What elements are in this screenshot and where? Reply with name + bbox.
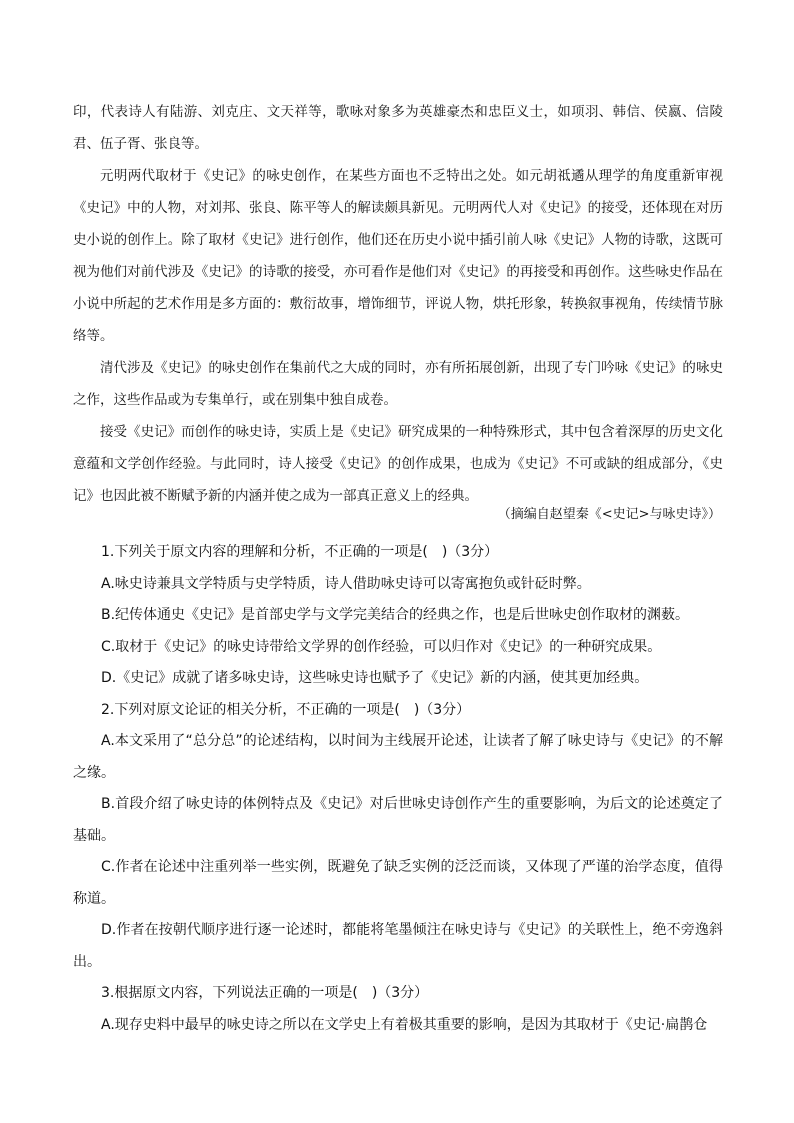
question-1-option-d: D.《史记》成就了诸多咏史诗，这些咏史诗也赋予了《史记》新的内涵，使其更加经典。 — [101, 670, 649, 686]
question-2-stem: 2.下列对原文论证的相关分析，不正确的一项是( )（3分） — [101, 701, 471, 718]
passage-paragraph: 清代涉及《史记》的咏史创作在集前代之大成的同时，亦有所拓展创新，出现了专门吟咏《史记》的咏史之作，这些作品或为专集单行，或在别集中独自成卷。 — [73, 360, 723, 408]
question-1-stem: 1.下列关于原文内容的理解和分析，不正确的一项是( )（3分） — [101, 544, 499, 560]
passage-paragraph: 印，代表诗人有陆游、刘克庄、文天祥等，歌咏对象多为英雄豪杰和忠臣义士，如项羽、韩信、侯嬴、信陵君、伍子胥、张良等。 — [73, 104, 723, 152]
question-3-stem: 3.根据原文内容，下列说法正确的一项是( )（3分） — [101, 985, 429, 1001]
passage-source: （摘编自赵望秦《<史记>与咏史诗》） — [497, 507, 721, 522]
question-3-option-a: A.现存史料中最早的咏史诗之所以在文学史上有着极其重要的影响，是因为其取材于《史记·扁鹊仓 — [101, 1016, 708, 1033]
passage-body — [73, 96, 723, 512]
passage-paragraph: 元明两代取材于《史记》的咏史创作，在某些方面也不乏特出之处。如元胡祗遹从理学的角度重新审视《史记》中的人物，对刘邦、张良、陈平等人的解读颇具新见。元明两代人对《史记》的接受，还体现在对历史小说的创作上。除了取材《史记》进行创作，他们还在历史小说中插引前人咏《史记》人物的诗歌，这既可视为他们对前代涉及《史记》的诗歌的接受，亦可看作是他们对《史记》的再接受和再创作。这些咏史作品在小说中所起的艺术作用是多方面的：敷衍故事，增饰细节，评说人物，烘托形象，转换叙事视角，传续情节脉络等。 — [73, 168, 723, 344]
question-2-option-d: D.作者在按朝代顺序进行逐一论述时，都能将笔墨倾注在咏史诗与《史记》的关联性上，绝不旁逸斜出。 — [73, 922, 723, 970]
passage-paragraph: 接受《史记》而创作的咏史诗，实质上是《史记》研究成果的一种特殊形式，其中包含着深厚的历史文化意蕴和文学创作经验。与此同时，诗人接受《史记》的创作成果，也成为《史记》不可或缺的组成部分，《史记》也因此被不断赋予新的内涵并使之成为一部真正意义上的经典。 — [73, 424, 723, 504]
question-1-option-c: C.取材于《史记》的咏史诗带给文学界的创作经验，可以归作对《史记》的一种研究成果。 — [101, 638, 662, 655]
question-1-option-a: A.咏史诗兼具文学特质与史学特质，诗人借助咏史诗可以寄寓抱负或针砭时弊。 — [101, 575, 591, 592]
question-2-option-b: B.首段介绍了咏史诗的体例特点及《史记》对后世咏史诗创作产生的重要影响，为后文的论述奠定了基础。 — [73, 796, 723, 844]
question-2-option-c: C.作者在论述中注重列举一些实例，既避免了缺乏实例的泛泛而谈，又体现了严谨的治学态度，值得称道。 — [73, 859, 723, 907]
question-2-option-a: A.本文采用了“总分总”的论述结构，以时间为主线展开论述，让读者了解了咏史诗与《史记》的不解之缘。 — [73, 733, 723, 781]
questions-section — [73, 537, 723, 1041]
question-1-option-b: B.纪传体通史《史记》是首部史学与文学完美结合的经典之作，也是后世咏史创作取材的渊薮。 — [101, 607, 690, 623]
